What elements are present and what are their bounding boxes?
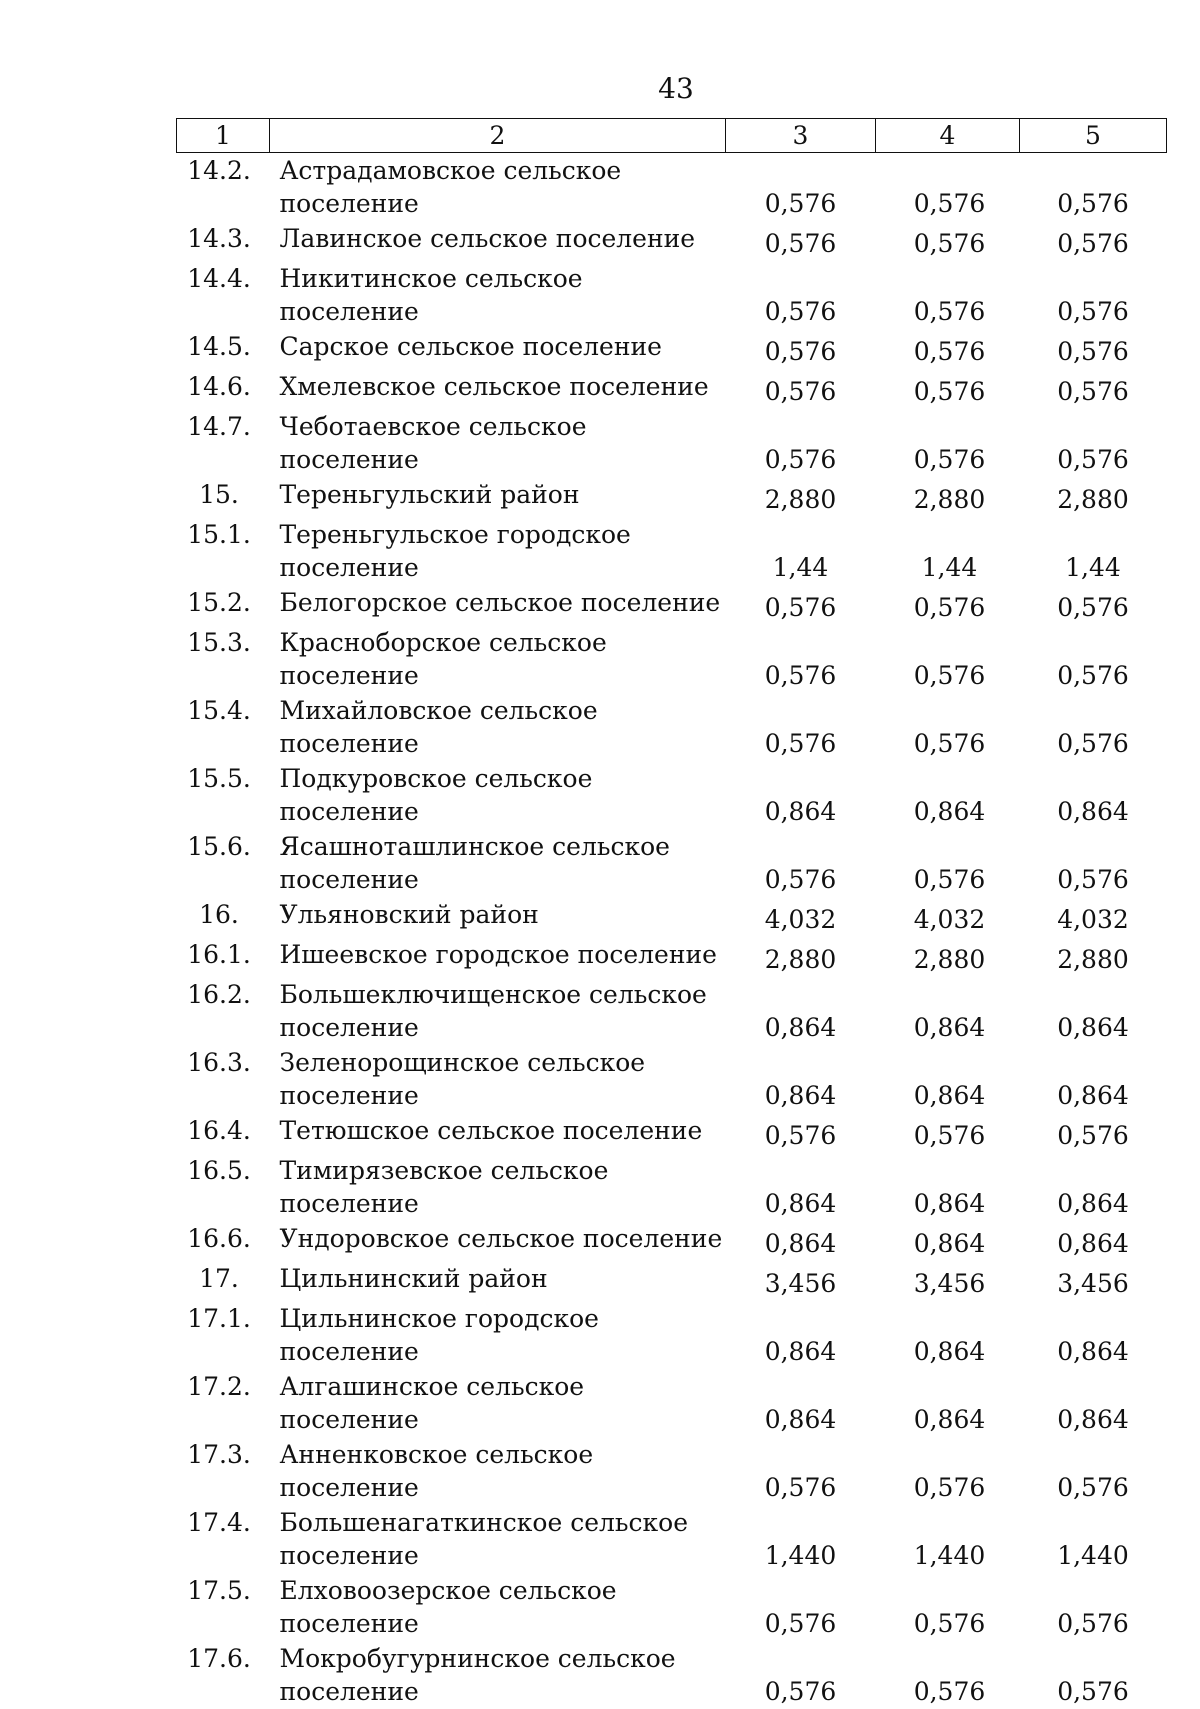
value-column-5: 2,880	[1020, 937, 1167, 977]
value-column-3: 0,576	[726, 261, 876, 329]
row-number: 17.1.	[177, 1301, 270, 1369]
table-header	[177, 119, 1167, 153]
data-table	[176, 118, 1167, 1709]
value-column-4: 0,576	[876, 693, 1020, 761]
value-column-3: 0,576	[726, 585, 876, 625]
settlement-name-line: поселение	[280, 727, 726, 760]
settlement-name-line: поселение	[280, 863, 726, 896]
value-column-3: 2,880	[726, 477, 876, 517]
value-column-5: 0,864	[1020, 1221, 1167, 1261]
settlement-name	[270, 409, 726, 477]
row-number: 17.2.	[177, 1369, 270, 1437]
settlement-name-line: Анненковское сельское	[280, 1438, 726, 1471]
value-column-4: 2,880	[876, 937, 1020, 977]
table-row	[177, 153, 1167, 222]
value-column-5: 0,576	[1020, 1113, 1167, 1153]
value-column-3: 0,576	[726, 1437, 876, 1505]
row-number: 17.3.	[177, 1437, 270, 1505]
table-row	[177, 1153, 1167, 1221]
value-column-5: 0,576	[1020, 829, 1167, 897]
value-column-4: 0,864	[876, 1301, 1020, 1369]
value-column-4: 0,864	[876, 1153, 1020, 1221]
row-number: 15.2.	[177, 585, 270, 625]
table-row	[177, 261, 1167, 329]
value-column-5: 0,576	[1020, 585, 1167, 625]
value-column-5: 1,44	[1020, 517, 1167, 585]
settlement-name-line: Астрадамовское сельское	[280, 154, 726, 187]
value-column-3: 4,032	[726, 897, 876, 937]
value-column-3: 0,576	[726, 1573, 876, 1641]
column-header-2: 2	[270, 119, 726, 153]
row-number: 16.	[177, 897, 270, 937]
row-number: 17.	[177, 1261, 270, 1301]
value-column-5: 0,576	[1020, 221, 1167, 261]
settlement-name	[270, 1641, 726, 1709]
row-number: 14.5.	[177, 329, 270, 369]
value-column-4: 0,576	[876, 1573, 1020, 1641]
table-row	[177, 1261, 1167, 1301]
value-column-4: 1,44	[876, 517, 1020, 585]
value-column-4: 0,576	[876, 261, 1020, 329]
value-column-3: 0,576	[726, 625, 876, 693]
settlement-name-line: Ишеевское городское поселение	[280, 938, 726, 971]
value-column-4: 0,864	[876, 1045, 1020, 1113]
row-number: 14.3.	[177, 221, 270, 261]
value-column-5: 0,864	[1020, 1153, 1167, 1221]
table-row	[177, 221, 1167, 261]
value-column-5: 0,576	[1020, 153, 1167, 222]
table-row	[177, 625, 1167, 693]
settlement-name	[270, 897, 726, 937]
settlement-name	[270, 1261, 726, 1301]
value-column-4: 0,864	[876, 1221, 1020, 1261]
row-number: 16.2.	[177, 977, 270, 1045]
value-column-4: 0,864	[876, 977, 1020, 1045]
column-header-5: 5	[1020, 119, 1167, 153]
value-column-3: 0,864	[726, 1369, 876, 1437]
settlement-name-line: Тимирязевское сельское	[280, 1154, 726, 1187]
value-column-3: 0,864	[726, 761, 876, 829]
value-column-4: 2,880	[876, 477, 1020, 517]
settlement-name-line: Цильнинское городское	[280, 1302, 726, 1335]
settlement-name	[270, 1045, 726, 1113]
settlement-name-line: поселение	[280, 1011, 726, 1044]
value-column-3: 0,864	[726, 1045, 876, 1113]
settlement-name-line: Тетюшское сельское поселение	[280, 1114, 726, 1147]
table-row	[177, 829, 1167, 897]
row-number: 16.3.	[177, 1045, 270, 1113]
row-number: 15.	[177, 477, 270, 517]
settlement-name-line: поселение	[280, 1079, 726, 1112]
settlement-name	[270, 625, 726, 693]
value-column-4: 4,032	[876, 897, 1020, 937]
value-column-4: 0,576	[876, 1113, 1020, 1153]
row-number: 17.6.	[177, 1641, 270, 1709]
table-row	[177, 1045, 1167, 1113]
value-column-3: 0,576	[726, 329, 876, 369]
settlement-name-line: Ясашноташлинское сельское	[280, 830, 726, 863]
value-column-3: 0,864	[726, 977, 876, 1045]
settlement-name	[270, 1573, 726, 1641]
settlement-name-line: поселение	[280, 551, 726, 584]
table-row	[177, 409, 1167, 477]
row-number: 16.4.	[177, 1113, 270, 1153]
row-number: 16.6.	[177, 1221, 270, 1261]
table-row	[177, 477, 1167, 517]
value-column-5: 0,576	[1020, 261, 1167, 329]
settlement-name	[270, 477, 726, 517]
value-column-4: 0,576	[876, 329, 1020, 369]
table-row	[177, 517, 1167, 585]
settlement-name-line: поселение	[280, 1539, 726, 1572]
settlement-name-line: Елховоозерское сельское	[280, 1574, 726, 1607]
value-column-5: 0,864	[1020, 977, 1167, 1045]
row-number: 15.3.	[177, 625, 270, 693]
settlement-name	[270, 369, 726, 409]
table-row	[177, 693, 1167, 761]
settlement-name-line: Михайловское сельское	[280, 694, 726, 727]
table-row	[177, 977, 1167, 1045]
settlement-name	[270, 977, 726, 1045]
row-number: 15.1.	[177, 517, 270, 585]
settlement-name	[270, 693, 726, 761]
value-column-4: 0,576	[876, 585, 1020, 625]
value-column-5: 4,032	[1020, 897, 1167, 937]
settlement-name-line: поселение	[280, 1187, 726, 1220]
value-column-4: 0,576	[876, 221, 1020, 261]
column-header-4: 4	[876, 119, 1020, 153]
value-column-4: 1,440	[876, 1505, 1020, 1573]
settlement-name	[270, 585, 726, 625]
row-number: 17.4.	[177, 1505, 270, 1573]
row-number: 15.6.	[177, 829, 270, 897]
value-column-5: 0,864	[1020, 1369, 1167, 1437]
value-column-3: 0,576	[726, 1641, 876, 1709]
value-column-5: 0,576	[1020, 1573, 1167, 1641]
value-column-3: 0,576	[726, 153, 876, 222]
settlement-name-line: Хмелевское сельское поселение	[280, 370, 726, 403]
settlement-name-line: Чеботаевское сельское поселение	[280, 410, 726, 476]
settlement-name	[270, 329, 726, 369]
settlement-name	[270, 517, 726, 585]
value-column-5: 0,864	[1020, 761, 1167, 829]
settlement-name	[270, 1505, 726, 1573]
row-number: 15.4.	[177, 693, 270, 761]
table-row	[177, 1573, 1167, 1641]
settlement-name-line: Сарское сельское поселение	[280, 330, 726, 363]
table-row	[177, 585, 1167, 625]
value-column-5: 1,440	[1020, 1505, 1167, 1573]
settlement-name	[270, 1153, 726, 1221]
value-column-3: 0,576	[726, 369, 876, 409]
row-number: 17.5.	[177, 1573, 270, 1641]
table-row	[177, 329, 1167, 369]
table-row	[177, 1437, 1167, 1505]
value-column-4: 0,576	[876, 1437, 1020, 1505]
settlement-name-line: Красноборское сельское	[280, 626, 726, 659]
settlement-name-line: Белогорское сельское поселение	[280, 586, 726, 619]
value-column-5: 0,576	[1020, 1641, 1167, 1709]
value-column-5: 0,576	[1020, 369, 1167, 409]
settlement-name	[270, 261, 726, 329]
value-column-4: 0,576	[876, 409, 1020, 477]
column-header-1: 1	[177, 119, 270, 153]
settlement-name	[270, 1113, 726, 1153]
value-column-4: 0,576	[876, 829, 1020, 897]
value-column-3: 0,576	[726, 1113, 876, 1153]
settlement-name-line: Никитинское сельское поселение	[280, 262, 726, 328]
table-row	[177, 1221, 1167, 1261]
value-column-5: 0,576	[1020, 1437, 1167, 1505]
value-column-5: 0,576	[1020, 329, 1167, 369]
value-column-3: 0,576	[726, 221, 876, 261]
value-column-3: 1,44	[726, 517, 876, 585]
table-row	[177, 1505, 1167, 1573]
value-column-4: 0,864	[876, 761, 1020, 829]
value-column-5: 0,864	[1020, 1045, 1167, 1113]
settlement-name-line: Мокробугурнинское сельское	[280, 1642, 726, 1675]
settlement-name-line: Тереньгульский район	[280, 478, 726, 511]
table-row	[177, 761, 1167, 829]
row-number: 14.6.	[177, 369, 270, 409]
settlement-name	[270, 1221, 726, 1261]
column-header-3: 3	[726, 119, 876, 153]
settlement-name-line: Большенагаткинское сельское	[280, 1506, 726, 1539]
table-row	[177, 937, 1167, 977]
page-number: 43	[0, 72, 1200, 105]
settlement-name-line: Лавинское сельское поселение	[280, 222, 726, 255]
value-column-5: 2,880	[1020, 477, 1167, 517]
settlement-name	[270, 221, 726, 261]
value-column-4: 0,576	[876, 1641, 1020, 1709]
value-column-4: 3,456	[876, 1261, 1020, 1301]
settlement-name-line: поселение	[280, 1675, 726, 1708]
settlement-name	[270, 829, 726, 897]
value-column-3: 1,440	[726, 1505, 876, 1573]
row-number: 16.5.	[177, 1153, 270, 1221]
settlement-name-line: поселение	[280, 187, 726, 220]
row-number: 14.4.	[177, 261, 270, 329]
row-number: 14.2.	[177, 153, 270, 222]
value-column-4: 0,864	[876, 1369, 1020, 1437]
value-column-5: 0,864	[1020, 1301, 1167, 1369]
settlement-name-line: поселение	[280, 795, 726, 828]
table-row	[177, 1369, 1167, 1437]
table-row	[177, 897, 1167, 937]
settlement-name-line: поселение	[280, 1471, 726, 1504]
settlement-name	[270, 761, 726, 829]
table-row	[177, 369, 1167, 409]
header-row	[177, 119, 1167, 153]
settlement-name-line: Подкуровское сельское	[280, 762, 726, 795]
value-column-3: 0,576	[726, 409, 876, 477]
settlement-name-line: Ульяновский район	[280, 898, 726, 931]
table-row	[177, 1641, 1167, 1709]
settlement-name-line: Алгашинское сельское поселение	[280, 1370, 726, 1436]
value-column-5: 0,576	[1020, 409, 1167, 477]
settlement-name-line: поселение	[280, 659, 726, 692]
settlement-name-line: Зеленорощинское сельское	[280, 1046, 726, 1079]
table-row	[177, 1113, 1167, 1153]
value-column-4: 0,576	[876, 369, 1020, 409]
row-number: 16.1.	[177, 937, 270, 977]
value-column-4: 0,576	[876, 625, 1020, 693]
settlement-name-line: поселение	[280, 1607, 726, 1640]
value-column-3: 0,864	[726, 1221, 876, 1261]
settlement-name	[270, 1369, 726, 1437]
settlement-name-line: поселение	[280, 1335, 726, 1368]
value-column-3: 0,576	[726, 693, 876, 761]
value-column-5: 0,576	[1020, 625, 1167, 693]
settlement-name	[270, 153, 726, 222]
settlement-name-line: Тереньгульское городское	[280, 518, 726, 551]
value-column-3: 0,576	[726, 829, 876, 897]
table-row	[177, 1301, 1167, 1369]
settlement-name-line: Цильнинский район	[280, 1262, 726, 1295]
settlement-name-line: Ундоровское сельское поселение	[280, 1222, 726, 1255]
settlement-name-line: Большеключищенское сельское	[280, 978, 726, 1011]
value-column-3: 3,456	[726, 1261, 876, 1301]
row-number: 14.7.	[177, 409, 270, 477]
value-column-5: 0,576	[1020, 693, 1167, 761]
row-number: 15.5.	[177, 761, 270, 829]
value-column-3: 0,864	[726, 1153, 876, 1221]
settlement-name	[270, 1437, 726, 1505]
value-column-3: 2,880	[726, 937, 876, 977]
value-column-3: 0,864	[726, 1301, 876, 1369]
value-column-5: 3,456	[1020, 1261, 1167, 1301]
table-body	[177, 153, 1167, 1709]
value-column-4: 0,576	[876, 153, 1020, 222]
settlement-name	[270, 937, 726, 977]
settlement-name	[270, 1301, 726, 1369]
